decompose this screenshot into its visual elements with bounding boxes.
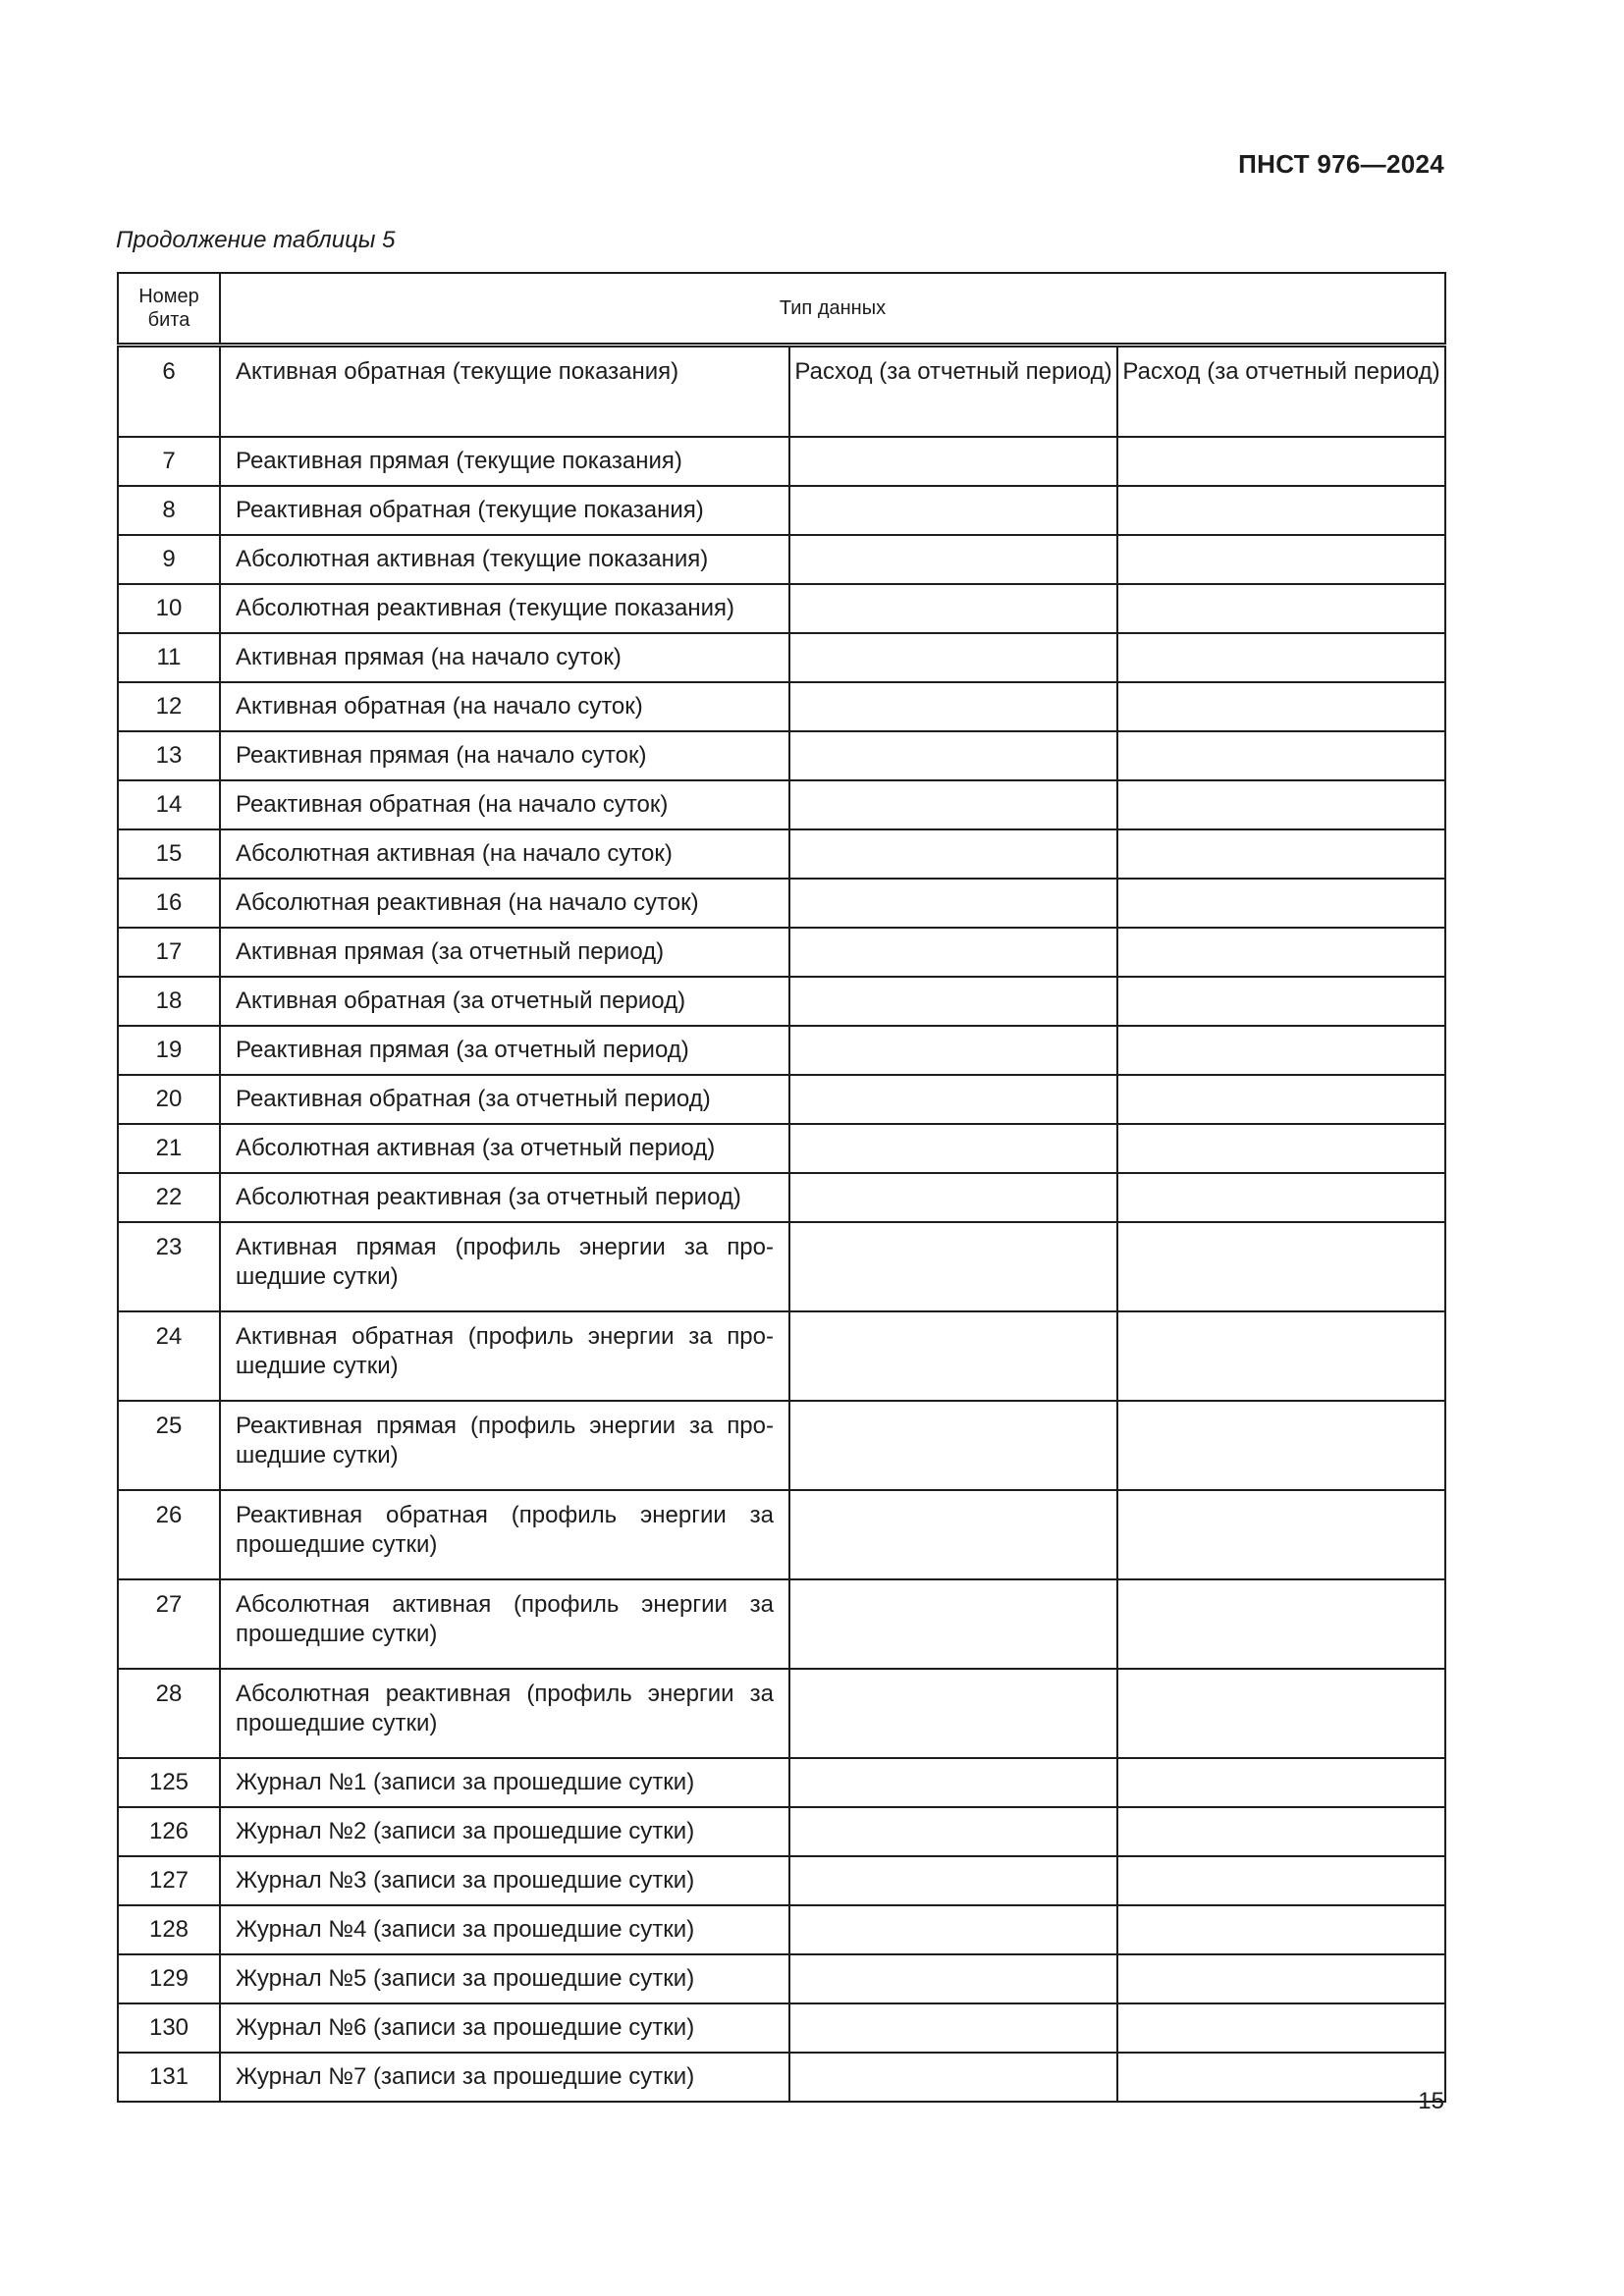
- bit-number-cell: 7: [118, 437, 220, 486]
- data-type-cell: Реактивная обратная (текущие показания): [220, 486, 789, 535]
- empty-cell: [789, 731, 1117, 780]
- data-type-cell: Активная обратная (текущие показания): [220, 346, 789, 438]
- bit-number-cell: 8: [118, 486, 220, 535]
- data-type-cell: Абсолютная активная (профиль энергии за прошедшие сутки): [220, 1579, 789, 1669]
- empty-cell: [1117, 977, 1445, 1026]
- empty-cell: [1117, 1758, 1445, 1807]
- table-row: [118, 1311, 1445, 1401]
- empty-cell: [789, 928, 1117, 977]
- empty-cell: [789, 1856, 1117, 1905]
- data-type-cell: Реактивная прямая (за отчетный период): [220, 1026, 789, 1075]
- table-header-row: [118, 273, 1445, 346]
- page-number: 15: [1418, 2088, 1444, 2114]
- table-row: [118, 346, 1445, 438]
- table-row: [118, 535, 1445, 584]
- data-type-cell: Активная прямая (на начало суток): [220, 633, 789, 682]
- empty-cell: [1117, 1579, 1445, 1669]
- data-type-cell: Активная обратная (профиль энергии за про-шедшие сутки): [220, 1311, 789, 1401]
- table-row: [118, 1075, 1445, 1124]
- empty-cell: [1117, 1490, 1445, 1579]
- data-type-cell: Активная обратная (за отчетный период): [220, 977, 789, 1026]
- data-type-cell: Журнал №3 (записи за прошедшие сутки): [220, 1856, 789, 1905]
- table-row: [118, 1222, 1445, 1311]
- bit-number-cell: 15: [118, 829, 220, 879]
- table-row: [118, 977, 1445, 1026]
- table-row: [118, 780, 1445, 829]
- table-row: [118, 1401, 1445, 1490]
- data-type-cell: Журнал №5 (записи за прошедшие сутки): [220, 1954, 789, 2003]
- empty-cell: [1117, 1807, 1445, 1856]
- data-type-table: [117, 272, 1446, 2103]
- data-type-cell: Журнал №1 (записи за прошедшие сутки): [220, 1758, 789, 1807]
- empty-cell: [1117, 731, 1445, 780]
- bit-number-cell: 10: [118, 584, 220, 633]
- table-row: [118, 2003, 1445, 2053]
- bit-number-cell: 130: [118, 2003, 220, 2053]
- bit-number-cell: 27: [118, 1579, 220, 1669]
- bit-number-cell: 128: [118, 1905, 220, 1954]
- data-type-cell: Абсолютная активная (текущие показания): [220, 535, 789, 584]
- table-row: [118, 486, 1445, 535]
- data-type-cell: Реактивная обратная (за отчетный период): [220, 1075, 789, 1124]
- empty-cell: [789, 1222, 1117, 1311]
- empty-cell: [789, 879, 1117, 928]
- empty-cell: [789, 1311, 1117, 1401]
- table-row: [118, 437, 1445, 486]
- empty-cell: [1117, 535, 1445, 584]
- data-type-cell: Реактивная прямая (текущие показания): [220, 437, 789, 486]
- empty-cell: [1117, 1856, 1445, 1905]
- bit-number-cell: 6: [118, 346, 220, 438]
- header-data-type: Тип данных: [220, 273, 1445, 346]
- empty-cell: [789, 1075, 1117, 1124]
- empty-cell: [1117, 682, 1445, 731]
- bit-number-cell: 131: [118, 2053, 220, 2102]
- empty-cell: [1117, 1669, 1445, 1758]
- empty-cell: [789, 1490, 1117, 1579]
- bit-number-cell: 23: [118, 1222, 220, 1311]
- empty-cell: [1117, 1905, 1445, 1954]
- bit-number-cell: 13: [118, 731, 220, 780]
- table-row: [118, 1758, 1445, 1807]
- empty-cell: [1117, 1124, 1445, 1173]
- empty-cell: [1117, 1222, 1445, 1311]
- empty-cell: [1117, 1954, 1445, 2003]
- table-row: [118, 1579, 1445, 1669]
- bit-number-cell: 25: [118, 1401, 220, 1490]
- empty-cell: [1117, 633, 1445, 682]
- empty-cell: [789, 1401, 1117, 1490]
- data-type-cell: Реактивная прямая (профиль энергии за про-шедшие сутки): [220, 1401, 789, 1490]
- bit-number-cell: 12: [118, 682, 220, 731]
- bit-number-cell: 11: [118, 633, 220, 682]
- empty-cell: [1117, 2053, 1445, 2102]
- empty-cell: [789, 1579, 1117, 1669]
- data-type-cell: Активная прямая (профиль энергии за про-шедшие сутки): [220, 1222, 789, 1311]
- empty-cell: [789, 1905, 1117, 1954]
- empty-cell: [789, 486, 1117, 535]
- table-row: [118, 2053, 1445, 2102]
- empty-cell: [1117, 486, 1445, 535]
- empty-cell: [1117, 879, 1445, 928]
- bit-number-cell: 20: [118, 1075, 220, 1124]
- empty-cell: [789, 1173, 1117, 1222]
- table-row: [118, 1905, 1445, 1954]
- bit-number-cell: 17: [118, 928, 220, 977]
- data-type-cell: Абсолютная реактивная (за отчетный период): [220, 1173, 789, 1222]
- empty-cell: [789, 437, 1117, 486]
- empty-cell: [1117, 1401, 1445, 1490]
- bit-number-cell: 28: [118, 1669, 220, 1758]
- bit-number-cell: 19: [118, 1026, 220, 1075]
- bit-number-cell: 126: [118, 1807, 220, 1856]
- table-row: [118, 1669, 1445, 1758]
- table-row: [118, 731, 1445, 780]
- empty-cell: [789, 2003, 1117, 2053]
- empty-cell: [1117, 584, 1445, 633]
- table-row: [118, 1490, 1445, 1579]
- empty-cell: [789, 633, 1117, 682]
- bit-number-cell: 18: [118, 977, 220, 1026]
- empty-cell: [1117, 437, 1445, 486]
- empty-cell: [1117, 829, 1445, 879]
- table-row: [118, 928, 1445, 977]
- empty-cell: [789, 535, 1117, 584]
- table-row: [118, 633, 1445, 682]
- bit-number-cell: 9: [118, 535, 220, 584]
- data-type-cell: Реактивная прямая (на начало суток): [220, 731, 789, 780]
- data-type-cell: Реактивная обратная (на начало суток): [220, 780, 789, 829]
- empty-cell: [789, 682, 1117, 731]
- empty-cell: [1117, 1173, 1445, 1222]
- empty-cell: [1117, 928, 1445, 977]
- data-type-cell: Абсолютная реактивная (профиль энергии за прошедшие сутки): [220, 1669, 789, 1758]
- data-type-cell: Абсолютная реактивная (текущие показания): [220, 584, 789, 633]
- empty-cell: [789, 1807, 1117, 1856]
- data-type-cell: Журнал №2 (записи за прошедшие сутки): [220, 1807, 789, 1856]
- data-type-cell: Абсолютная активная (на начало суток): [220, 829, 789, 879]
- data-type-cell: Журнал №7 (записи за прошедшие сутки): [220, 2053, 789, 2102]
- consumption-cell-a: Расход (за отчетный период): [789, 346, 1117, 438]
- document-id: ПНСТ 976—2024: [1238, 149, 1444, 179]
- empty-cell: [789, 1124, 1117, 1173]
- empty-cell: [1117, 780, 1445, 829]
- table-row: [118, 1124, 1445, 1173]
- bit-number-cell: 16: [118, 879, 220, 928]
- empty-cell: [1117, 1026, 1445, 1075]
- table-row: [118, 829, 1445, 879]
- empty-cell: [789, 977, 1117, 1026]
- table-row: [118, 1026, 1445, 1075]
- consumption-cell-b: Расход (за отчетный период): [1117, 346, 1445, 438]
- data-type-cell: Журнал №6 (записи за прошедшие сутки): [220, 2003, 789, 2053]
- table-row: [118, 1954, 1445, 2003]
- data-type-cell: Абсолютная активная (за отчетный период): [220, 1124, 789, 1173]
- empty-cell: [789, 780, 1117, 829]
- empty-cell: [1117, 2003, 1445, 2053]
- table-row: [118, 1807, 1445, 1856]
- empty-cell: [789, 1954, 1117, 2003]
- table-row: [118, 1173, 1445, 1222]
- empty-cell: [789, 1758, 1117, 1807]
- data-type-cell: Активная обратная (на начало суток): [220, 682, 789, 731]
- bit-number-cell: 26: [118, 1490, 220, 1579]
- bit-number-cell: 21: [118, 1124, 220, 1173]
- table-caption: Продолжение таблицы 5: [116, 227, 396, 253]
- empty-cell: [789, 829, 1117, 879]
- table-row: [118, 584, 1445, 633]
- empty-cell: [789, 2053, 1117, 2102]
- empty-cell: [789, 1669, 1117, 1758]
- empty-cell: [789, 1026, 1117, 1075]
- data-type-cell: Абсолютная реактивная (на начало суток): [220, 879, 789, 928]
- table-row: [118, 879, 1445, 928]
- bit-number-cell: 14: [118, 780, 220, 829]
- data-type-cell: Реактивная обратная (профиль энергии за прошедшие сутки): [220, 1490, 789, 1579]
- empty-cell: [1117, 1075, 1445, 1124]
- bit-number-cell: 125: [118, 1758, 220, 1807]
- data-type-cell: Активная прямая (за отчетный период): [220, 928, 789, 977]
- data-type-cell: Журнал №4 (записи за прошедшие сутки): [220, 1905, 789, 1954]
- bit-number-cell: 129: [118, 1954, 220, 2003]
- table-row: [118, 682, 1445, 731]
- empty-cell: [1117, 1311, 1445, 1401]
- empty-cell: [789, 584, 1117, 633]
- bit-number-cell: 127: [118, 1856, 220, 1905]
- bit-number-cell: 22: [118, 1173, 220, 1222]
- header-bit-number: Номер бита: [118, 273, 220, 346]
- bit-number-cell: 24: [118, 1311, 220, 1401]
- table-row: [118, 1856, 1445, 1905]
